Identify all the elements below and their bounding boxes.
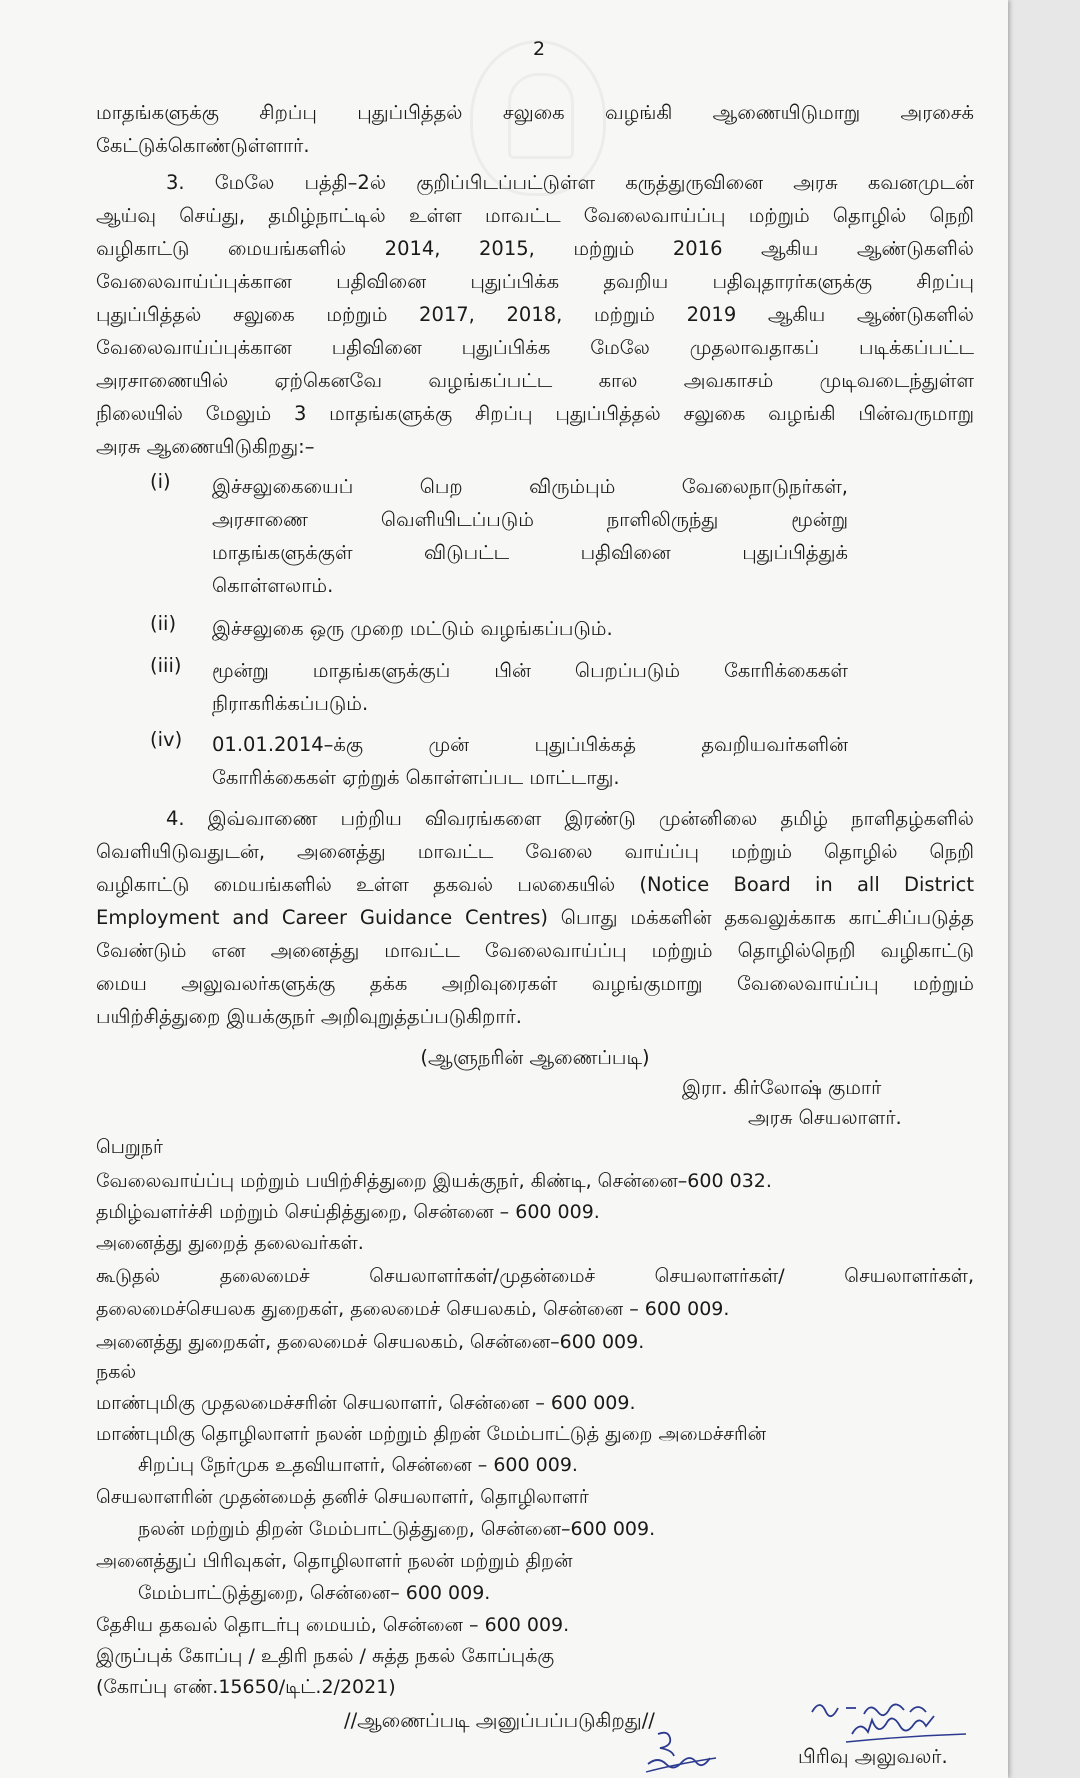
recipient-line-5: தலைமைச்செயலக துறைகள், தலைமைச் செயலகம், சென்னை – 600 009. <box>96 1298 730 1320</box>
signatory-title: அரசு செயலாளர். <box>748 1106 902 1129</box>
recipient-line-4: கூடுதல் தலைமைச் செயலாளர்கள்/முதன்மைச் செயலாளர்கள்/ செயலாளர்கள், <box>96 1265 974 1287</box>
section-officer: பிரிவு அலுவலர். <box>798 1745 948 1768</box>
list-item-1-number: (i) <box>150 470 171 493</box>
para4-line-5: வேண்டும் என அனைத்து மாவட்ட வேலைவாய்ப்பு மற்றும் தொழில்நெறி வழிகாட்டு <box>96 939 974 962</box>
list-item-2-line-1: இச்சலுகை ஒரு முறை மட்டும் வழங்கப்படும். <box>212 617 613 640</box>
list-item-1-line-1: இச்சலுகையைப் பெற விரும்பும் வேலைநாடுநர்கள், <box>212 475 848 498</box>
recipients-heading: பெறுநர் <box>96 1136 163 1158</box>
list-item-3-line-1: மூன்று மாதங்களுக்குப் பின் பெறப்படும் கோரிக்கைகள் <box>212 659 848 682</box>
governor-order-line: (ஆளுநரின் ஆணைப்படி) <box>420 1046 650 1069</box>
para3-line-4: வேலைவாய்ப்புக்கான பதிவினை புதுப்பிக்க தவறிய பதிவுதாரர்களுக்கு சிறப்பு <box>96 270 974 293</box>
list-item-4-line-2: கோரிக்கைகள் ஏற்றுக் கொள்ளப்பட மாட்டாது. <box>212 766 620 789</box>
copy-line-3: சிறப்பு நேர்முக உதவியாளர், சென்னை – 600 009. <box>138 1454 578 1476</box>
para4-line-1: 4. இவ்வாணை பற்றிய விவரங்களை இரண்டு முன்னிலை தமிழ் நாளிதழ்களில் <box>166 807 974 830</box>
para3-line-7: அரசாணையில் ஏற்கெனவே வழங்கப்பட்ட கால அவகாசம் முடிவடைந்துள்ள <box>96 369 974 392</box>
signatory-name: இரா. கிர்லோஷ் குமார் <box>682 1076 882 1099</box>
para3-line-3: வழிகாட்டு மையங்களில் 2014, 2015, மற்றும் 2016 ஆகிய ஆண்டுகளில் <box>96 237 974 260</box>
handwritten-signature <box>806 1690 976 1746</box>
copy-line-5: நலன் மற்றும் திறன் மேம்பாட்டுத்துறை, சென்னை–600 009. <box>138 1518 656 1540</box>
copy-line-7: மேம்பாட்டுத்துறை, சென்னை– 600 009. <box>138 1582 491 1604</box>
para3-line-5: புதுப்பித்தல் சலுகை மற்றும் 2017, 2018, மற்றும் 2019 ஆகிய ஆண்டுகளில் <box>96 303 974 326</box>
para4-line-6: மைய அலுவலர்களுக்கு தக்க அறிவுரைகள் வழங்குமாறு வேலைவாய்ப்பு மற்றும் <box>96 972 974 995</box>
recipient-line-2: தமிழ்வளர்ச்சி மற்றும் செய்தித்துறை, சென்னை – 600 009. <box>96 1201 600 1223</box>
recipient-line-1: வேலைவாய்ப்பு மற்றும் பயிற்சித்துறை இயக்குநர், கிண்டி, சென்னை–600 032. <box>96 1170 772 1192</box>
copy-line-10: (கோப்பு எண்.15650/டிட்.2/2021) <box>96 1676 396 1698</box>
para3-line-9: அரசு ஆணையிடுகிறது:– <box>96 435 315 458</box>
para3-line-8: நிலையில் மேலும் 3 மாதங்களுக்கு சிறப்பு புதுப்பித்தல் சலுகை வழங்கி பின்வருமாறு <box>96 402 974 425</box>
list-item-1-line-3: மாதங்களுக்குள் விடுபட்ட பதிவினை புதுப்பித்துக் <box>212 541 848 564</box>
copy-line-6: அனைத்துப் பிரிவுகள், தொழிலாளர் நலன் மற்றும் திறன் <box>96 1550 573 1572</box>
recipient-line-3: அனைத்து துறைத் தலைவர்கள். <box>96 1232 364 1254</box>
copy-heading: நகல் <box>96 1361 137 1383</box>
list-item-4-line-1: 01.01.2014–க்கு முன் புதுப்பிக்கத் தவறியவர்களின் <box>212 733 848 756</box>
list-item-1-line-4: கொள்ளலாம். <box>212 574 334 597</box>
para3-line-2: ஆய்வு செய்து, தமிழ்நாட்டில் உள்ள மாவட்ட வேலைவாய்ப்பு மற்றும் தொழில் நெறி <box>96 204 974 227</box>
recipient-line-6: அனைத்து துறைகள், தலைமைச் செயலகம், சென்னை–600 009. <box>96 1331 645 1353</box>
para4-line-2: வெளியிடுவதுடன், அனைத்து மாவட்ட வேலை வாய்ப்பு மற்றும் தொழில் நெறி <box>96 840 974 863</box>
list-item-3-line-2: நிராகரிக்கப்படும். <box>212 692 369 715</box>
copy-line-8: தேசிய தகவல் தொடர்பு மையம், சென்னை – 600 009. <box>96 1614 570 1636</box>
para3-line-1: 3. மேலே பத்தி–2ல் குறிப்பிடப்பட்டுள்ள கருத்துருவினை அரசு கவனமுடன் <box>166 171 974 194</box>
copy-line-9: இருப்புக் கோப்பு / உதிரி நகல் / சுத்த நகல் கோப்புக்கு <box>96 1645 555 1667</box>
copy-line-2: மாண்புமிகு தொழிலாளர் நலன் மற்றும் திறன் மேம்பாட்டுத் துறை அமைச்சரின் <box>96 1423 767 1445</box>
para4-line-4: Employment and Career Guidance Centres) பொது மக்களின் தகவலுக்காக காட்சிப்படுத்த <box>96 906 974 929</box>
copy-line-1: மாண்புமிகு முதலமைச்சரின் செயலாளர், சென்னை – 600 009. <box>96 1392 636 1414</box>
para4-line-7: பயிற்சித்துறை இயக்குநர் அறிவுறுத்தப்படுகிறார். <box>96 1005 522 1028</box>
intro-line-1: மாதங்களுக்கு சிறப்பு புதுப்பித்தல் சலுகை வழங்கி ஆணையிடுமாறு அரசைக் <box>96 101 974 124</box>
list-item-1-line-2: அரசாணை வெளியிடப்படும் நாளிலிருந்து மூன்று <box>212 508 848 531</box>
page-number: 2 <box>533 38 546 60</box>
forwarded-line: //ஆணைப்படி அனுப்பப்படுகிறது// <box>344 1709 655 1732</box>
list-item-2-number: (ii) <box>150 612 177 635</box>
intro-line-2: கேட்டுக்கொண்டுள்ளார். <box>96 134 310 157</box>
list-item-3-number: (iii) <box>150 654 182 677</box>
para3-line-6: வேலைவாய்ப்புக்கான பதிவினை புதுப்பிக்க மேலே முதலாவதாகப் படிக்கப்பட்ட <box>96 336 974 359</box>
copy-line-4: செயலாளரின் முதன்மைத் தனிச் செயலாளர், தொழிலாளர் <box>96 1486 589 1508</box>
list-item-4-number: (iv) <box>150 728 183 751</box>
handwritten-initials <box>640 1728 724 1776</box>
para4-line-3: வழிகாட்டு மையங்களில் உள்ள தகவல் பலகையில் (Notice Board in all District <box>96 873 974 896</box>
